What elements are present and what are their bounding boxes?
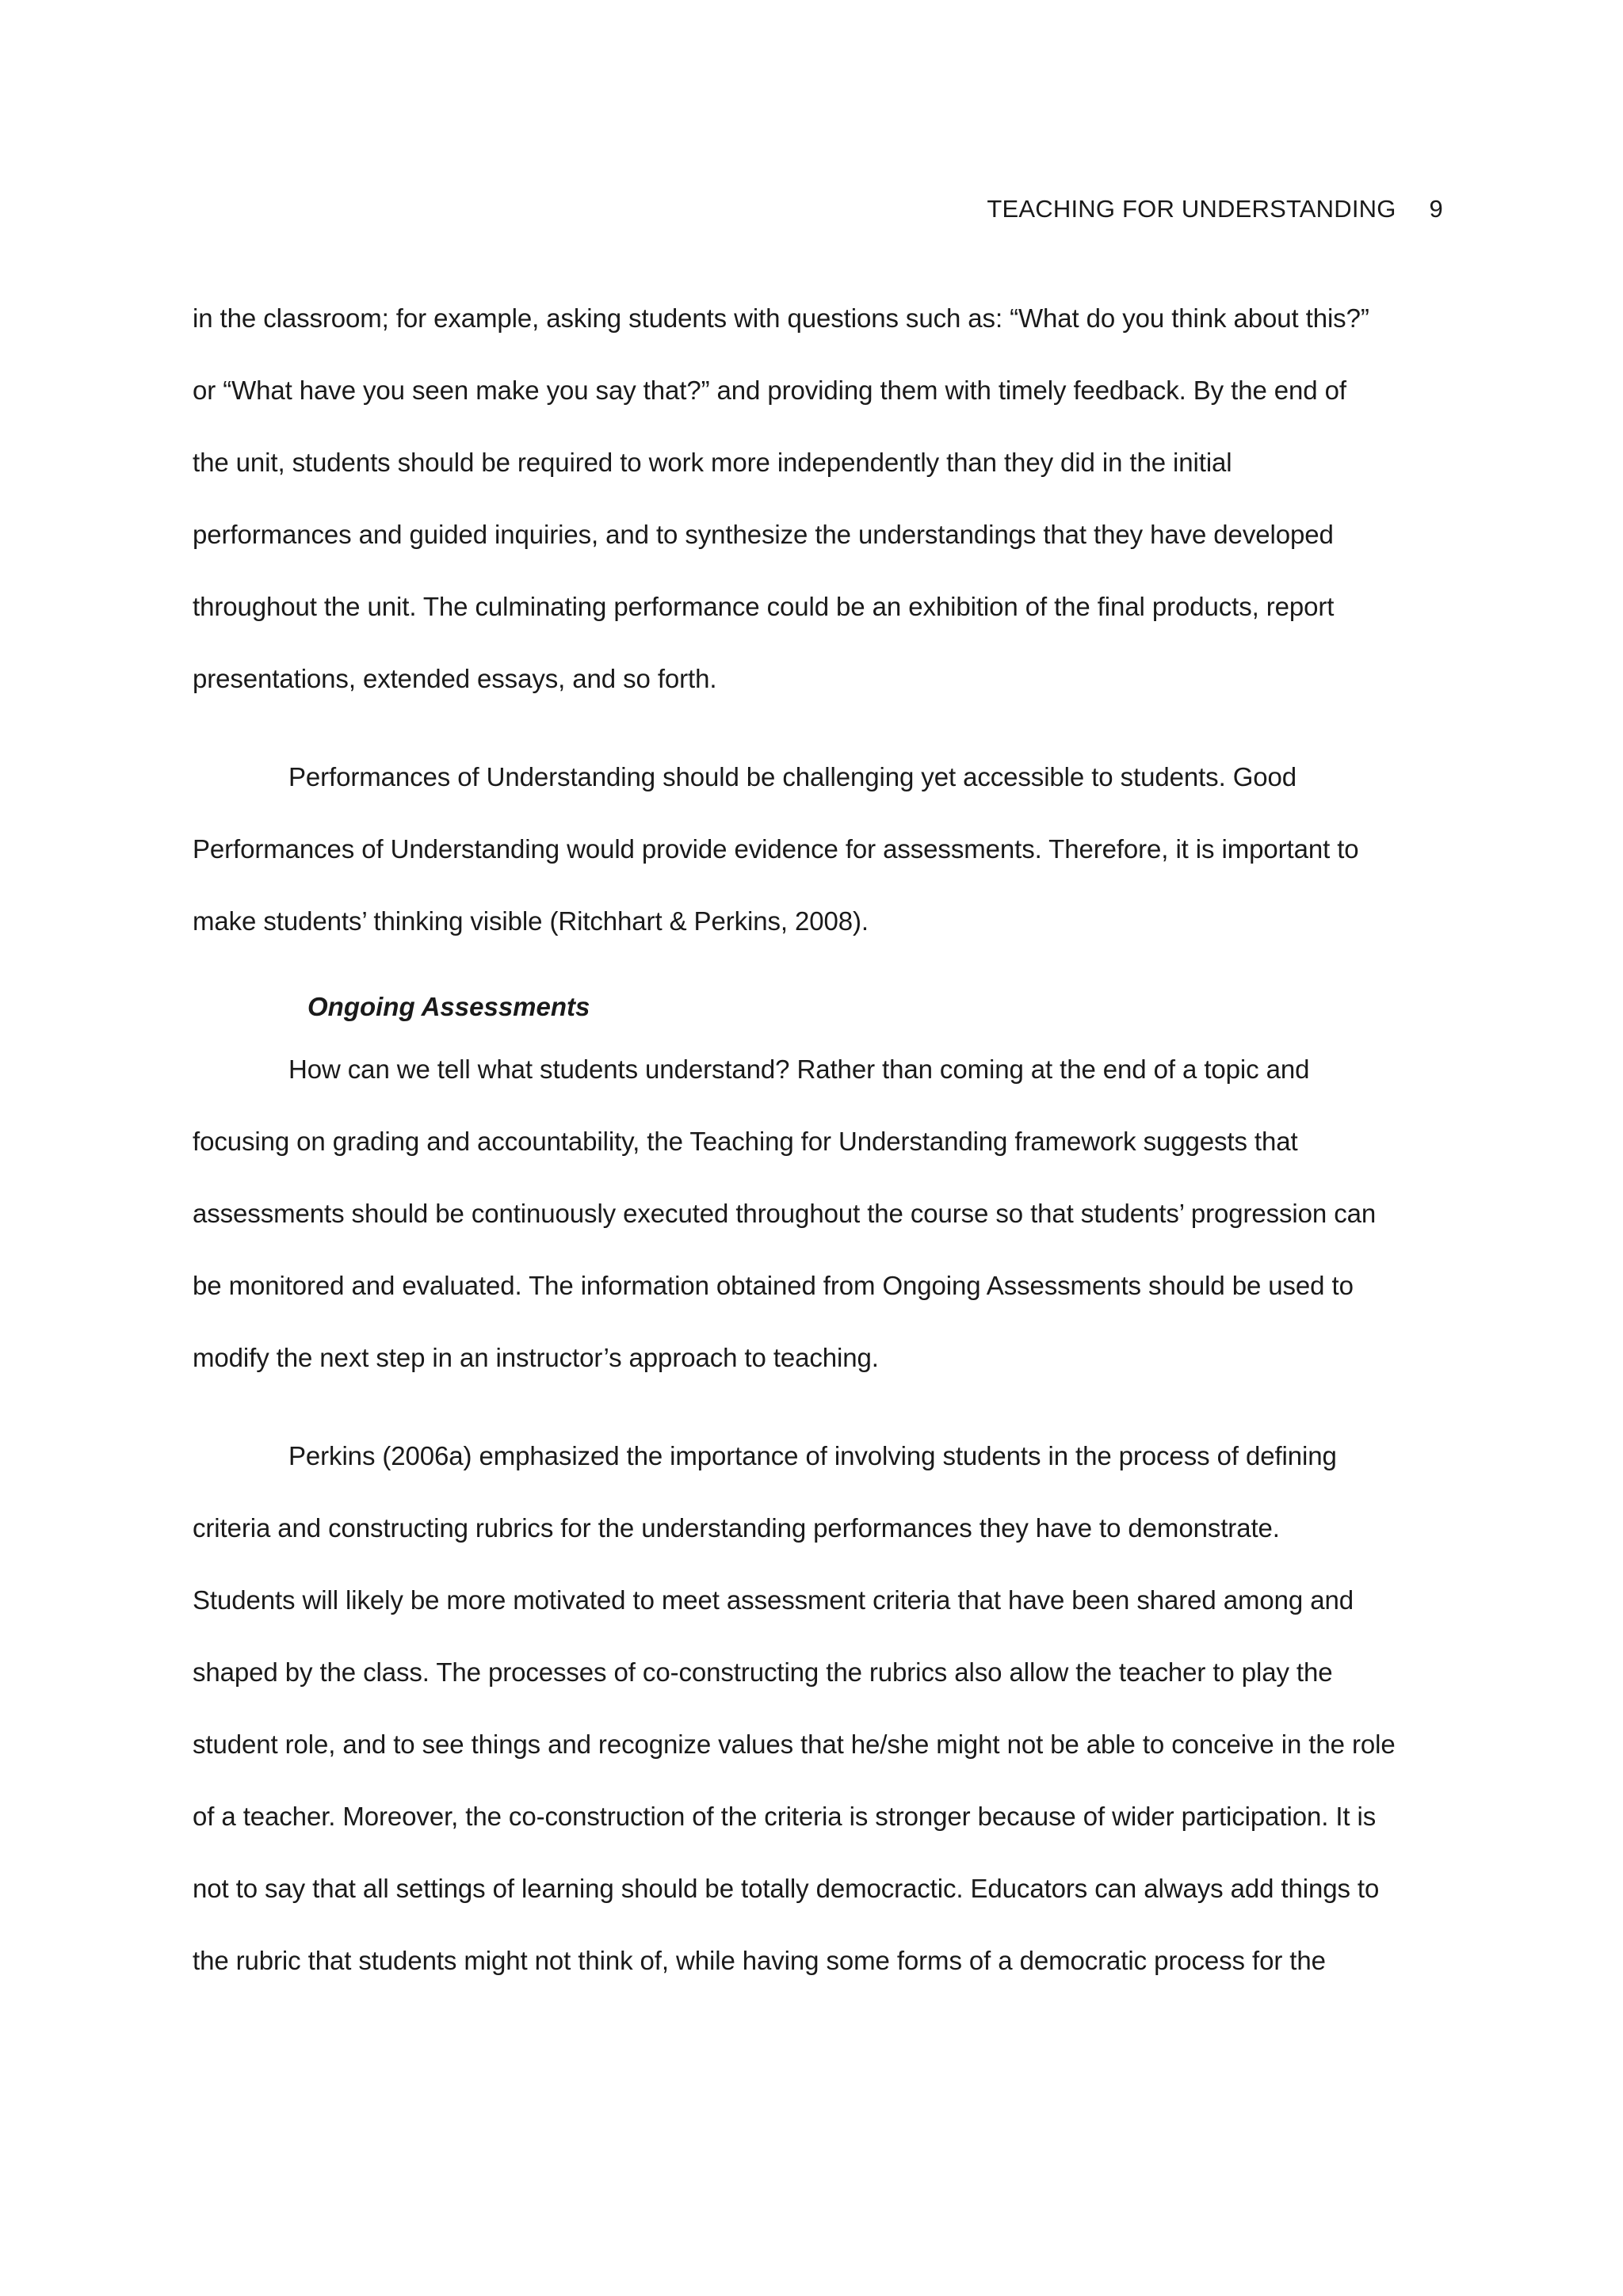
section-heading: Ongoing Assessments xyxy=(307,992,590,1021)
text-line: of a teacher. Moreover, the co-construction of the criteria is stronger because of wider participation. It is xyxy=(193,1802,1377,1831)
paragraph xyxy=(193,741,1445,957)
text-line: criteria and constructing rubrics for the understanding performances they have to demonstrate. xyxy=(193,1513,1280,1543)
text-line: the unit, students should be required to work more independently than they did in the initial xyxy=(193,448,1232,477)
text-line: How can we tell what students understand? Rather than coming at the end of a topic and xyxy=(288,1055,1310,1084)
text-line: Performances of Understanding would provide evidence for assessments. Therefore, it is important to xyxy=(193,834,1359,864)
text-line: shaped by the class. The processes of co-constructing the rubrics also allow the teacher to play the xyxy=(193,1657,1333,1687)
text-line: presentations, extended essays, and so forth. xyxy=(193,664,717,693)
body-text xyxy=(193,282,1445,1997)
text-line: not to say that all settings of learning should be totally democractic. Educators can always add things to xyxy=(193,1874,1380,1903)
text-line: Performances of Understanding should be challenging yet accessible to students. Good xyxy=(288,762,1297,791)
text-line: be monitored and evaluated. The information obtained from Ongoing Assessments should be used to xyxy=(193,1271,1354,1300)
text-line: Perkins (2006a) emphasized the importance of involving students in the process of defining xyxy=(288,1441,1337,1470)
text-line: the rubric that students might not think of, while having some forms of a democratic process for the xyxy=(193,1946,1326,1975)
text-line: performances and guided inquiries, and to synthesize the understandings that they have developed xyxy=(193,520,1334,549)
paragraph xyxy=(193,282,1445,715)
text-line: Students will likely be more motivated to meet assessment criteria that have been shared among and xyxy=(193,1585,1354,1615)
text-line: assessments should be continuously executed throughout the course so that students’ progression can xyxy=(193,1199,1377,1228)
running-header xyxy=(935,195,1443,223)
paragraph xyxy=(193,1033,1445,1394)
text-line: throughout the unit. The culminating performance could be an exhibition of the final products, report xyxy=(193,592,1335,621)
text-line: student role, and to see things and recognize values that he/she might not be able to conceive in the role xyxy=(193,1730,1396,1759)
page-number: 9 xyxy=(1429,195,1443,223)
text-line: focusing on grading and accountability, the Teaching for Understanding framework suggests that xyxy=(193,1127,1298,1156)
text-line: in the classroom; for example, asking students with questions such as: “What do you think about this?” xyxy=(193,303,1369,333)
text-line: or “What have you seen make you say that?” and providing them with timely feedback. By the end of xyxy=(193,376,1346,405)
running-title: TEACHING FOR UNDERSTANDING xyxy=(987,195,1396,223)
text-line: modify the next step in an instructor’s approach to teaching. xyxy=(193,1343,879,1372)
text-line: make students’ thinking visible (Ritchhart & Perkins, 2008). xyxy=(193,906,869,936)
paragraph xyxy=(193,1420,1445,1997)
